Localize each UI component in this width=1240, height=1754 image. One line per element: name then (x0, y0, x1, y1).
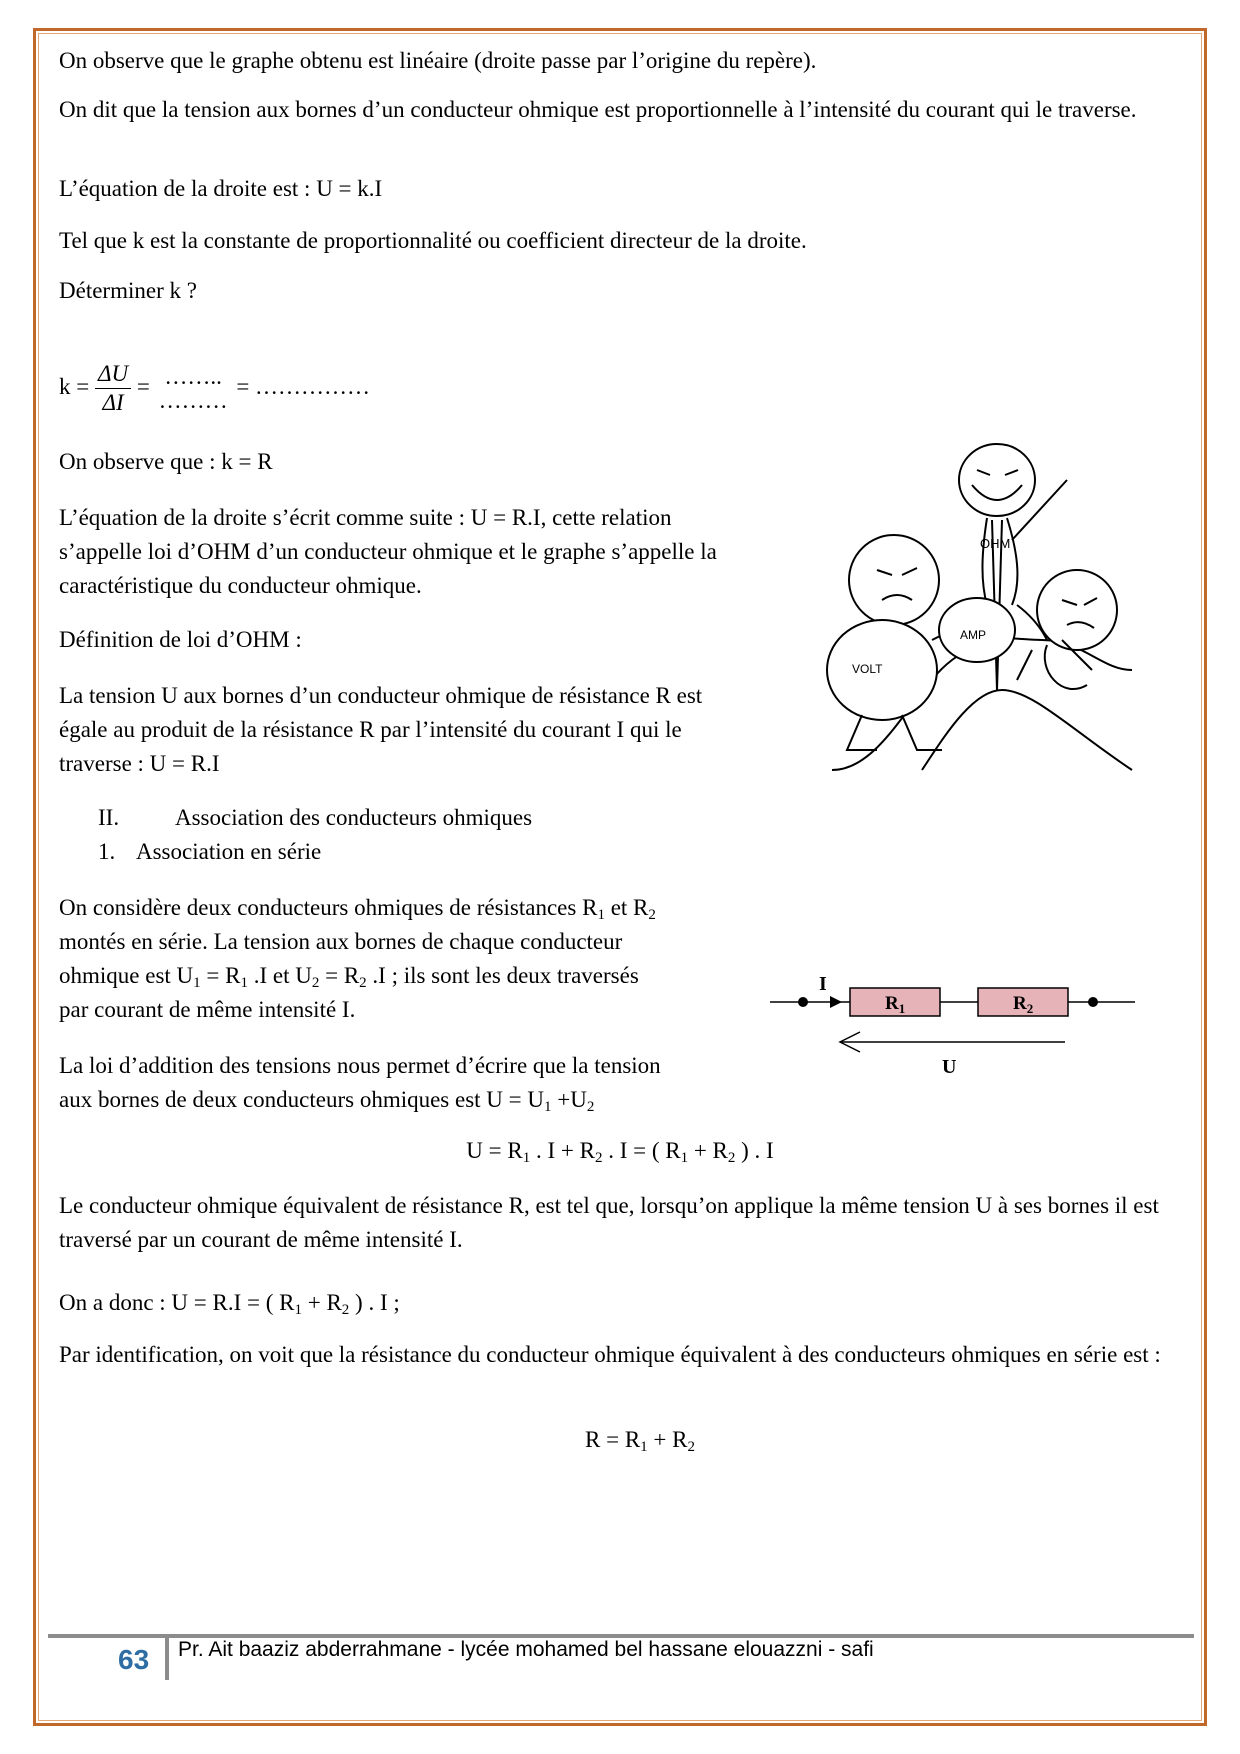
paragraph-ohm-law-l2: s’appelle loi d’OHM d’un conducteur ohmique et le graphe s’appelle la (59, 539, 717, 564)
section-title: Association des conducteurs ohmiques (175, 805, 533, 830)
page-number: 63 (118, 1644, 150, 1675)
current-arrow (830, 996, 842, 1008)
circuit-node-left (798, 997, 808, 1007)
paragraph-constant: Tel que k est la constante de proportionnalité ou coefficient directeur de la droite. (59, 228, 807, 253)
paragraph-ohm-law-l3: caractéristique du conducteur ohmique. (59, 573, 422, 598)
formula-k-result: = …………… (236, 373, 371, 399)
section-heading (98, 801, 533, 835)
delta-u: ΔU (95, 360, 131, 389)
serie-line-6: aux bornes de deux conducteurs ohmiques est $U = U_1 +U_2$ (59, 1087, 595, 1115)
amp-head (1037, 570, 1117, 650)
paragraph-equation: L’équation de la droite est : U = k.I (59, 176, 383, 201)
formula-k-equals: = (136, 373, 150, 399)
blank-den: ……… (158, 387, 228, 413)
r2-label: $R_2$ (1013, 993, 1034, 1016)
paragraph-equivalent: Le conducteur ohmique équivalent de résistance R, est tel que, lorsqu’on applique la même tension U à ses bornes il est traversé par un courant de même intensité I. (59, 1193, 1159, 1252)
paragraph-donc: On a donc : U = R.I = ( $R_1 + R_2$ ) . I ; (59, 1290, 400, 1318)
paragraph-definition-title: Définition de loi d’OHM : (59, 627, 302, 652)
circuit-node-right (1088, 997, 1098, 1007)
subsection-title: Association en série (136, 839, 322, 864)
delta-i: ΔI (102, 390, 124, 415)
paragraph-definition-l3: traverse : U = R.I (59, 751, 220, 776)
cartoon-resistor-curve-bottom (922, 690, 1132, 770)
ohm-head (959, 444, 1035, 516)
subsection-number: 1. (98, 839, 116, 864)
serie-line-5: La loi d’addition des tensions nous permet d’écrire que la tension (59, 1053, 661, 1078)
r1-label: $R_1$ (885, 993, 906, 1016)
volt-head (849, 535, 939, 625)
footer-author: Pr. Ait baaziz abderrahmane - lycée mohamed bel hassane elouazzni - safi (178, 1638, 874, 1661)
current-label: I (819, 973, 827, 995)
subsection-heading (98, 835, 322, 869)
cartoon-volt-label: VOLT (852, 662, 883, 676)
serie-line-2: montés en série. La tension aux bornes de chaque conducteur (59, 929, 623, 954)
section-number: II. (98, 805, 120, 830)
paragraph-ohm-law-l1: L’équation de la droite s’écrit comme suite : U = R.I, cette relation (59, 505, 672, 530)
equation-series-sum: $U = R_1$ . $I + R_2$ . I = ( $R_1 + R_2$ ) . I (466, 1138, 774, 1166)
paragraph-k-equals-r: On observe que : k = R (59, 449, 273, 474)
paragraph-question: Déterminer k ? (59, 278, 197, 303)
volt-legs (847, 715, 942, 750)
fraction-blank (156, 365, 231, 413)
cartoon-amp-label: AMP (960, 628, 987, 642)
serie-line-3: ohmique est $U_1 = R_1$ .I et $U_2 = R_2$ .I ; ils sont les deux traversés (59, 963, 639, 991)
paragraph-identification: Par identification, on voit que la résistance du conducteur ohmique équivalent à des conducteurs ohmiques en série est : (59, 1342, 1161, 1367)
footer-separator (165, 1636, 169, 1680)
equation-equivalent-resistance: $R = R_1 + R_2$ (585, 1427, 695, 1455)
paragraph-proportional: On dit que la tension aux bornes d’un conducteur ohmique est proportionnelle à l’intensité du courant qui le traverse. (59, 97, 1137, 122)
ohm-cartoon-illustration (822, 440, 1142, 780)
cartoon-ohm-label: OHM (980, 536, 1011, 551)
series-circuit-diagram (760, 960, 1150, 1080)
page-border-inner (38, 33, 1202, 1721)
paragraph-definition-l1: La tension U aux bornes d’un conducteur ohmique de résistance R est (59, 683, 703, 708)
serie-line-4: par courant de même intensité I. (59, 997, 356, 1022)
formula-k-prefix: k = (59, 373, 90, 399)
blank-num: …….. (164, 363, 222, 389)
fraction-delta (95, 360, 131, 417)
voltage-label: U (942, 1056, 957, 1078)
serie-line-1: On considère deux conducteurs ohmiques de résistances $R_1$ et $R_2$ (59, 895, 656, 923)
paragraph-definition-l2: égale au produit de la résistance R par l’intensité du courant I qui le (59, 717, 682, 742)
formula-k (59, 360, 370, 417)
paragraph-linear: On observe que le graphe obtenu est linéaire (droite passe par l’origine du repère). (59, 48, 817, 73)
